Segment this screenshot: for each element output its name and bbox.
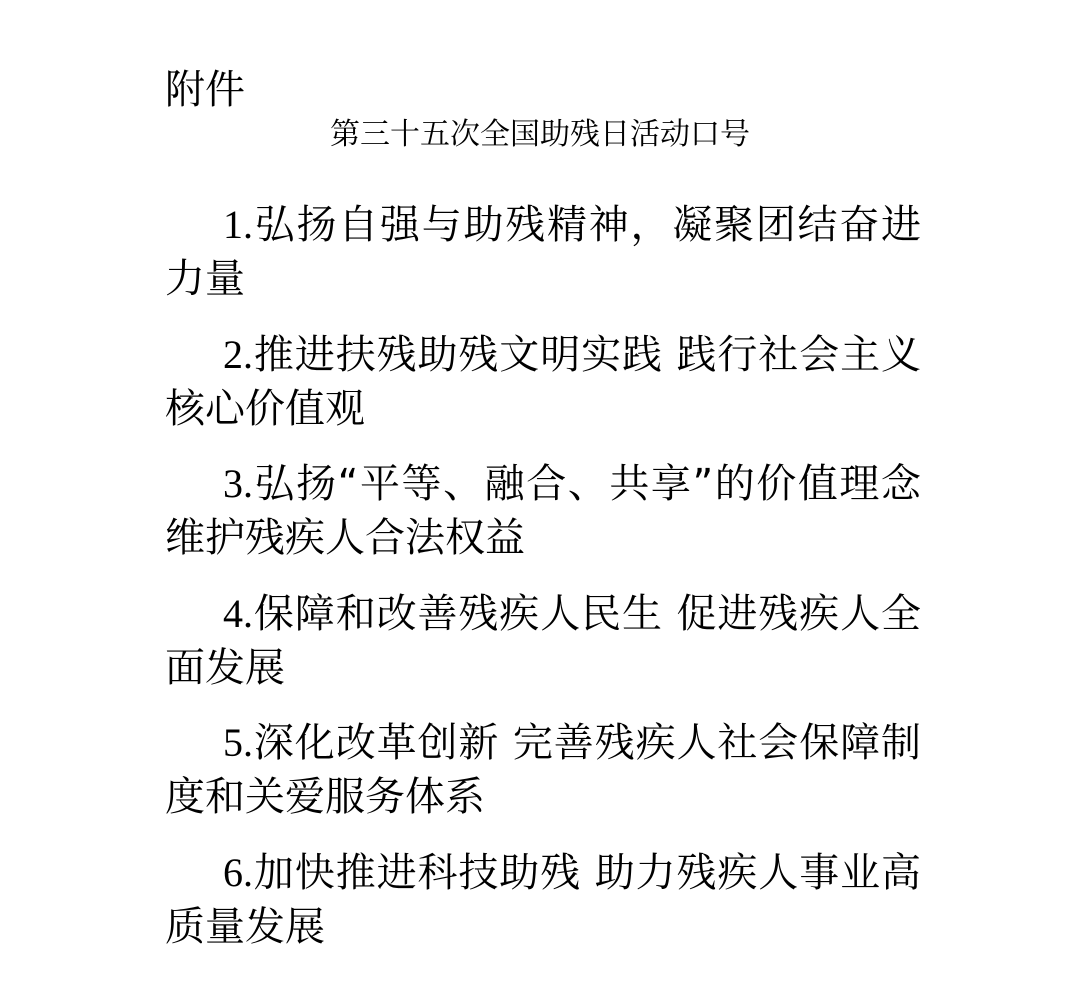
slogan-number: 4. (223, 590, 253, 636)
slogan-number: 2. (223, 331, 253, 377)
slogan-item-6 (165, 846, 921, 954)
slogan-text: 深化改革创新 完善残疾人社会保障制度和关爱服务体系 (165, 720, 921, 821)
slogan-item-2 (165, 328, 921, 436)
slogan-text: 弘扬“平等、融合、共享”的价值理念 维护残疾人合法权益 (165, 461, 921, 562)
slogan-text: 保障和改善残疾人民生 促进残疾人全面发展 (165, 590, 921, 691)
slogan-number: 1. (223, 202, 253, 247)
slogan-item-5 (165, 716, 921, 824)
slogan-text: 弘扬自强与助残精神，凝聚团结奋进力量 (165, 202, 921, 302)
slogan-number: 6. (223, 849, 253, 895)
slogan-item-4 (165, 587, 921, 695)
slogan-text: 加快推进科技助残 助力残疾人事业高质量发展 (165, 849, 921, 950)
slogan-item-1 (165, 198, 921, 306)
slogan-list (165, 198, 921, 976)
attachment-label: 附件 (165, 67, 245, 113)
slogan-number: 5. (223, 720, 253, 766)
slogan-number: 3. (223, 461, 253, 507)
slogan-text: 推进扶残助残文明实践 践行社会主义核心价值观 (165, 331, 921, 432)
document-title: 第三十五次全国助残日活动口号 (330, 117, 750, 152)
slogan-item-3 (165, 457, 921, 565)
